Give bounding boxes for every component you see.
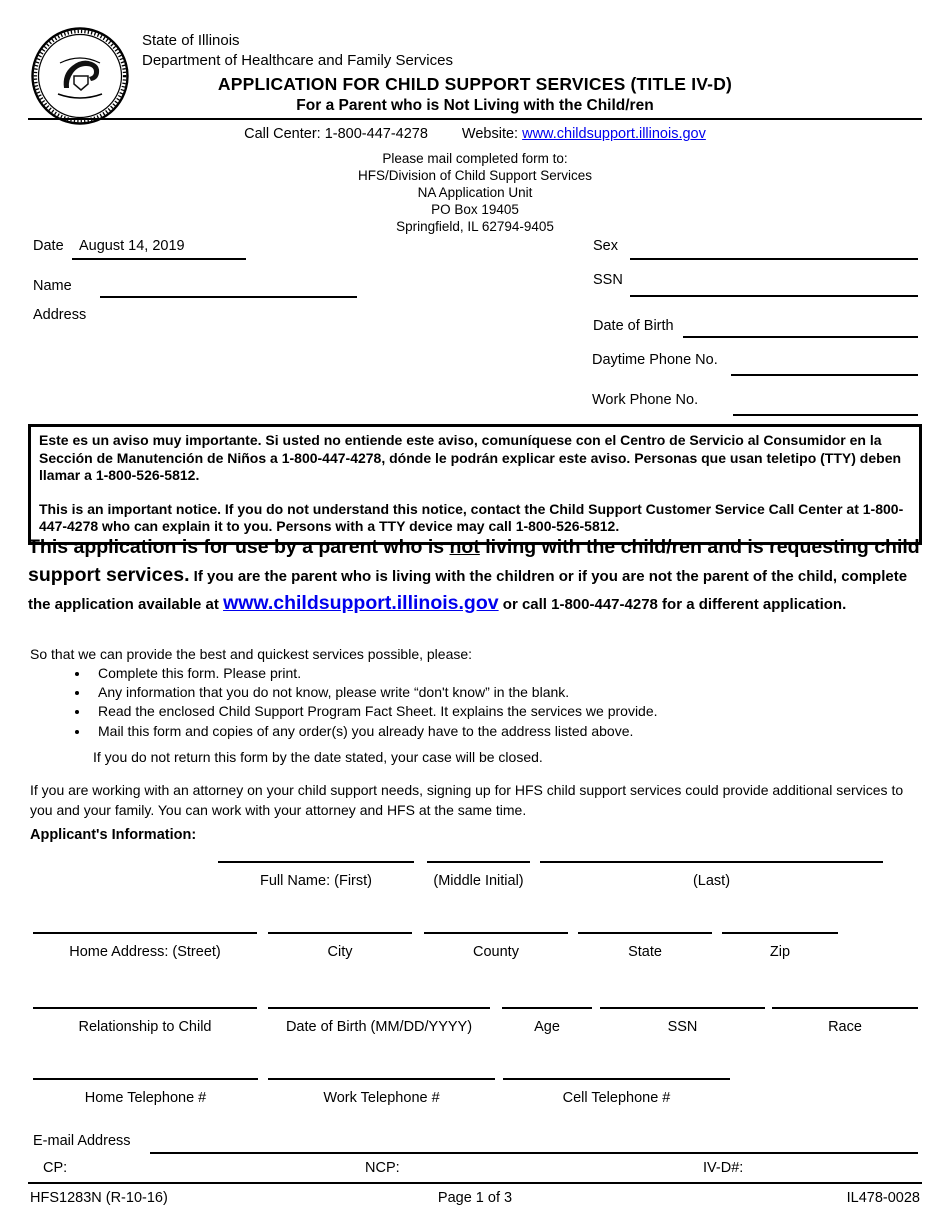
dob-applicant-field[interactable] [268,1007,490,1035]
instruction-item: • Mail this form and copies of any order(s) you already have to the address listed above. [90,722,920,741]
county-field-label: County [473,944,519,960]
work-phone-field-label: Work Telephone # [323,1090,440,1106]
instructions-list [30,660,920,741]
footer-page-indicator: Page 1 of 3 [437,1190,513,1206]
date-value[interactable]: August 14, 2019 [79,238,185,254]
form-title: APPLICATION FOR CHILD SUPPORT SERVICES (TITLE IV-D) [217,74,733,94]
ssn-applicant-field-label: SSN [667,1019,698,1035]
call-center-text: Call Center: 1-800-447-4278 [244,126,428,142]
age-field[interactable] [502,1007,592,1035]
cell-phone-field-label: Cell Telephone # [562,1090,671,1106]
first-name-field-label: Full Name: (First) [260,873,372,889]
dob-label: Date of Birth [593,318,674,334]
date-label: Date [33,238,64,254]
state-field-label: State [628,944,662,960]
state-field[interactable] [578,932,712,960]
website-link[interactable]: www.childsupport.illinois.gov [522,126,706,142]
applicant-info-heading: Applicant's Information: [30,827,197,843]
email-label: E-mail Address [33,1133,131,1149]
home-phone-field-label: Home Telephone # [84,1090,207,1106]
city-field-label: City [327,944,353,960]
dob-input-line[interactable] [683,336,918,338]
ssn-applicant-field[interactable] [600,1007,765,1035]
race-field-label: Race [828,1019,862,1035]
sex-input-line[interactable] [630,258,918,260]
last-name-field[interactable] [540,861,883,889]
cp-label: CP: [43,1160,68,1176]
relationship-field-label: Relationship to Child [78,1019,212,1035]
mailing-line: HFS/Division of Child Support Services [357,168,593,183]
notice-spanish: Este es un aviso muy importante. Si usted no entiende este aviso, comuníquese con el Centro de Servicio al Consumidor en la Sección de Manutención de Niños a 1-800-447-4278, dónde le podrán explicar este aviso. Personas que usan teletipo (TTY) deben llamar a 1-800-526-5812. [39,432,902,483]
zip-field[interactable] [722,932,838,960]
middle-initial-field[interactable] [427,861,530,889]
street-field-label: Home Address: (Street) [69,944,221,960]
last-name-field-label: (Last) [692,873,731,889]
date-input-line[interactable] [72,258,246,260]
daytime-phone-label: Daytime Phone No. [592,352,718,368]
important-notice-box [28,424,922,545]
zip-field-label: Zip [769,944,791,960]
mailing-line: Springfield, IL 62794-9405 [396,219,554,234]
instruction-item: • Read the enclosed Child Support Program Fact Sheet. It explains the services we provide. [90,702,920,721]
footer-form-number: HFS1283N (R-10-16) [30,1190,168,1206]
footer-divider [28,1182,922,1184]
mailing-line: NA Application Unit [417,185,533,200]
attorney-note: If you are working with an attorney on your child support needs, signing up for HFS child support services could provide additional services to you and your family. You can work with your attorney and HFS at the same time. [30,782,904,818]
agency-name-line2: Department of Healthcare and Family Services [142,52,453,69]
ssn-input-line[interactable] [630,295,918,297]
intro-text-small: or call 1-800-447-4278 for a different application. [498,596,847,613]
instructions-lead: So that we can provide the best and quickest services possible, please: [30,646,473,662]
notice-english: This is an important notice. If you do not understand this notice, contact the Child Support Customer Service Call Center at 1-800-447-4278 who can explain it to you. Persons with a TTY device may call 1-800-526-5812. [39,500,904,534]
mailing-address-block [0,150,950,235]
race-field[interactable] [772,1007,918,1035]
work-phone-input-line[interactable] [733,414,918,416]
address-label: Address [33,307,87,323]
name-label: Name [33,278,72,294]
mailing-line: PO Box 19405 [431,202,519,217]
footer-doc-code: IL478-0028 [846,1190,920,1206]
return-deadline-warning: If you do not return this form by the date stated, your case will be closed. [93,749,543,765]
email-input-line[interactable] [150,1152,918,1154]
contact-row [0,126,950,142]
intro-not-underlined: not [449,536,480,558]
work-phone-field[interactable] [268,1078,495,1106]
intro-text: This application is for use by a parent who is [28,536,450,558]
website-label: Website: [461,126,519,142]
ssn-label: SSN [593,272,623,288]
instruction-item: • Any information that you do not know, please write “don't know” in the blank. [90,683,920,702]
agency-name-line1: State of Illinois [142,32,240,49]
ivd-label: IV-D#: [703,1160,744,1176]
daytime-phone-input-line[interactable] [731,374,918,376]
relationship-field[interactable] [33,1007,257,1035]
city-field[interactable] [268,932,412,960]
form-subtitle: For a Parent who is Not Living with the Child/ren [296,97,654,114]
cell-phone-field[interactable] [503,1078,730,1106]
ncp-label: NCP: [365,1160,400,1176]
sex-label: Sex [593,238,618,254]
dob-applicant-field-label: Date of Birth (MM/DD/YYYY) [285,1019,473,1035]
street-field[interactable] [33,932,257,960]
header-divider [28,118,922,120]
name-input-line[interactable] [100,296,357,298]
instruction-item: • Complete this form. Please print. [90,664,920,683]
childsupport-website-link[interactable]: www.childsupport.illinois.gov [223,592,499,614]
work-phone-label: Work Phone No. [592,392,699,408]
middle-initial-field-label: (Middle Initial) [433,873,524,889]
age-field-label: Age [534,1019,560,1035]
county-field[interactable] [424,932,568,960]
application-purpose-paragraph [28,534,925,618]
mailing-intro: Please mail completed form to: [382,151,568,166]
first-name-field[interactable] [218,861,414,889]
intro-text: living with the child/ren and is requesting child support services. [28,536,920,586]
intro-text-small: If you are the parent who is living with the children or if you are not the parent of the child, complete the application available at [28,568,908,613]
home-phone-field[interactable] [33,1078,258,1106]
